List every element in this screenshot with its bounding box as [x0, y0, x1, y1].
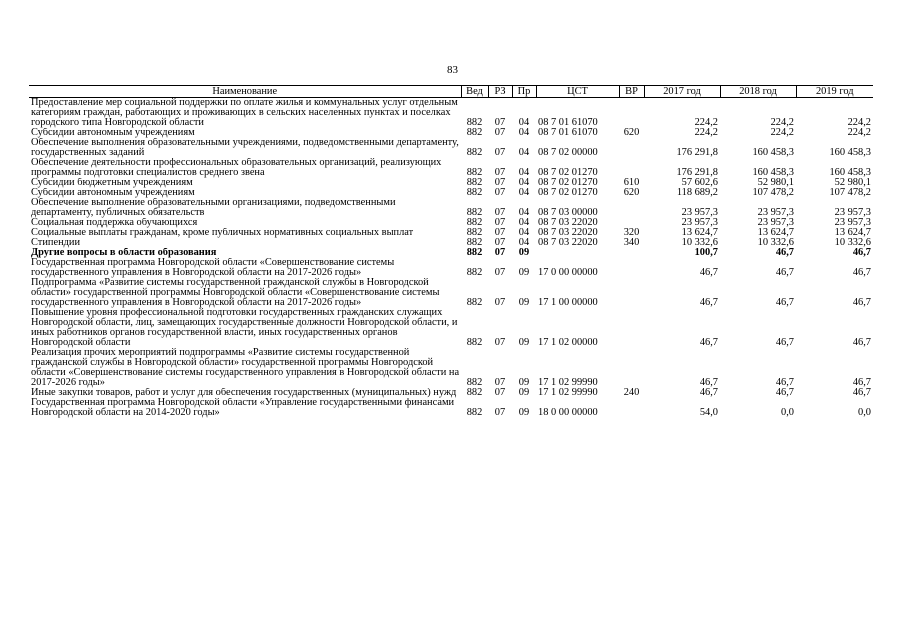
row-2018: 23 957,3	[757, 207, 794, 218]
row-2018: 46,7	[775, 337, 794, 348]
row-ved: 882	[466, 218, 483, 228]
row-2019: 46,7	[852, 267, 871, 278]
row-pr: 09	[518, 377, 530, 388]
row-2017: 46,7	[699, 377, 718, 388]
row-rz: 07	[494, 228, 506, 238]
row-cst: 08 7 03 22020	[538, 238, 598, 248]
row-cst: 08 7 03 22020	[538, 228, 598, 238]
row-vr	[619, 258, 644, 278]
row-cst: 17 1 02 99990	[538, 388, 598, 398]
row-2018: 10 332,6	[757, 238, 794, 248]
row-vr	[619, 308, 644, 348]
row-pr: 04	[518, 188, 530, 198]
row-cst	[536, 248, 619, 258]
row-cst: 08 7 02 01270	[538, 178, 598, 188]
table-row	[29, 138, 873, 158]
row-2018: 160 458,3	[752, 167, 794, 178]
row-2017: 46,7	[699, 267, 718, 278]
row-pr: 09	[518, 297, 530, 308]
row-2018: 46,7	[775, 267, 794, 278]
row-rz: 07	[494, 117, 506, 128]
row-2018: 224,2	[770, 117, 794, 128]
row-2019: 23 957,3	[834, 207, 871, 218]
row-vr: 320	[623, 228, 640, 238]
row-name: Субсидии бюджетным учреждениям	[31, 178, 193, 188]
table-row	[29, 198, 873, 218]
table-row	[29, 308, 873, 348]
row-cst: 17 1 00 00000	[538, 297, 598, 308]
header-cst: ЦСТ	[536, 86, 619, 98]
row-rz: 07	[494, 248, 506, 258]
row-cst: 08 7 01 61070	[538, 117, 598, 128]
row-ved: 882	[466, 248, 483, 258]
row-2017: 46,7	[699, 297, 718, 308]
row-2018: 46,7	[775, 377, 794, 388]
row-pr: 09	[518, 248, 530, 258]
row-ved: 882	[466, 267, 483, 278]
row-2018: 107 478,2	[752, 188, 794, 198]
row-name: Предоставление мер социальной поддержки по оплате жилья и коммунальных услуг отдельным категориям граждан, работающих и проживающих в сельских населенных пунктах и поселках городского типа Новгородской области	[31, 97, 458, 128]
header-2018: 2018 год	[720, 86, 796, 98]
row-pr: 04	[518, 238, 530, 248]
row-ved: 882	[466, 388, 483, 398]
row-vr	[619, 158, 644, 178]
row-ved: 882	[466, 207, 483, 218]
row-2019: 13 624,7	[834, 228, 871, 238]
row-name: Другие вопросы в области образования	[31, 248, 217, 258]
row-2019: 46,7	[852, 248, 871, 258]
row-cst: 08 7 01 61070	[538, 128, 598, 138]
row-rz: 07	[494, 297, 506, 308]
row-vr	[619, 198, 644, 218]
row-pr: 04	[518, 128, 530, 138]
row-cst: 17 0 00 00000	[538, 267, 598, 278]
row-2019: 0,0	[858, 407, 871, 418]
row-name: Социальная поддержка обучающихся	[31, 218, 198, 228]
row-2017: 176 291,8	[676, 147, 718, 158]
row-vr: 340	[623, 238, 640, 248]
row-2017: 100,7	[694, 248, 718, 258]
row-rz: 07	[494, 207, 506, 218]
row-name: Повышение уровня профессиональной подготовки государственных гражданских служащих Новгородской области, лиц, замещающих государственные должности Новгородской области, и иных работников органов государственной власти, иных государственных органов Новгородской области	[31, 308, 458, 348]
row-2019: 160 458,3	[829, 147, 871, 158]
header-name: Наименование	[29, 86, 461, 98]
row-name: Стипендии	[31, 238, 81, 248]
row-vr	[619, 138, 644, 158]
row-pr: 09	[518, 407, 530, 418]
row-2017: 46,7	[699, 388, 718, 398]
table-row	[29, 218, 873, 228]
row-vr	[619, 278, 644, 308]
table-row	[29, 98, 873, 129]
row-cst: 17 1 02 00000	[538, 337, 598, 348]
row-ved: 882	[466, 167, 483, 178]
row-ved: 882	[466, 337, 483, 348]
row-2018: 46,7	[775, 297, 794, 308]
row-name: Иные закупки товаров, работ и услуг для обеспечения государственных (муниципальных) нужд	[31, 388, 457, 398]
row-2017: 46,7	[699, 337, 718, 348]
row-cst: 08 7 03 00000	[538, 207, 598, 218]
row-name: Обеспечение деятельности профессиональных образовательных организаций, реализующих программы подготовки специалистов среднего звена	[31, 158, 442, 178]
table-row	[29, 398, 873, 418]
row-2018: 224,2	[770, 128, 794, 138]
row-2019: 224,2	[847, 128, 871, 138]
row-ved: 882	[466, 297, 483, 308]
table-row	[29, 278, 873, 308]
budget-table	[29, 85, 873, 418]
row-rz: 07	[494, 388, 506, 398]
row-pr: 09	[518, 388, 530, 398]
table-row	[29, 188, 873, 198]
header-vr: ВР	[619, 86, 644, 98]
row-ved: 882	[466, 228, 483, 238]
row-2019: 224,2	[847, 117, 871, 128]
header-2019: 2019 год	[796, 86, 873, 98]
row-rz: 07	[494, 147, 506, 158]
row-vr	[619, 98, 644, 129]
row-2018: 13 624,7	[757, 228, 794, 238]
row-ved: 882	[466, 238, 483, 248]
row-2019: 46,7	[852, 388, 871, 398]
row-cst: 18 0 00 00000	[538, 407, 598, 418]
row-rz: 07	[494, 218, 506, 228]
row-pr: 04	[518, 207, 530, 218]
row-2017: 23 957,3	[681, 207, 718, 218]
row-2017: 54,0	[699, 407, 718, 418]
page-number: 83	[447, 64, 458, 76]
row-2019: 23 957,3	[834, 218, 871, 228]
table-row	[29, 178, 873, 188]
row-name: Государственная программа Новгородской области «Управление государственными финансами Новгородской области на 2014-2020 годы»	[31, 398, 455, 418]
row-pr: 04	[518, 147, 530, 158]
row-2019: 46,7	[852, 337, 871, 348]
row-2019: 160 458,3	[829, 167, 871, 178]
row-rz: 07	[494, 267, 506, 278]
row-cst: 08 7 02 01270	[538, 167, 598, 178]
row-2019: 52 980,1	[834, 178, 871, 188]
row-2018: 46,7	[775, 248, 794, 258]
row-vr: 620	[623, 188, 640, 198]
row-pr: 09	[518, 267, 530, 278]
table-row	[29, 238, 873, 248]
row-2019: 107 478,2	[829, 188, 871, 198]
row-pr: 04	[518, 178, 530, 188]
row-2018: 52 980,1	[757, 178, 794, 188]
row-pr: 04	[518, 228, 530, 238]
row-rz: 07	[494, 188, 506, 198]
header-rz: РЗ	[488, 86, 512, 98]
row-2017: 118 689,2	[676, 188, 718, 198]
row-2017: 224,2	[694, 128, 718, 138]
row-name: Реализация прочих мероприятий подпрограммы «Развитие системы государственной гражданской службы в Новгородской области» государственной программы Новгородской области «Совершенствование системы государственного управления в Новгородской области на 2017-2026 годы»	[31, 348, 460, 388]
row-name: Социальные выплаты гражданам, кроме публичных нормативных социальных выплат	[31, 228, 414, 238]
row-2018: 46,7	[775, 388, 794, 398]
row-vr	[619, 348, 644, 388]
header-ved: Вед	[461, 86, 488, 98]
row-name: Подпрограмма «Развитие системы государственной гражданской службы в Новгородской области» государственной программы Новгородской области «Совершенствование системы государственного управления в Новгородской области на 2017-2026 годы»	[31, 278, 440, 308]
row-ved: 882	[466, 128, 483, 138]
row-ved: 882	[466, 407, 483, 418]
row-2017: 176 291,8	[676, 167, 718, 178]
row-rz: 07	[494, 178, 506, 188]
row-rz: 07	[494, 167, 506, 178]
row-cst: 08 7 03 22020	[538, 218, 598, 228]
row-pr: 04	[518, 117, 530, 128]
header-pr: Пр	[512, 86, 536, 98]
row-vr: 610	[623, 178, 640, 188]
table-row	[29, 228, 873, 238]
row-name: Обеспечение выполнения образовательными учреждениями, подведомственными департаменту, государственных заданий	[31, 138, 459, 158]
row-name: Обеспечение выполнение образовательными организациями, подведомственными департаменту, публичных обязательств	[31, 198, 396, 218]
row-2017: 13 624,7	[681, 228, 718, 238]
row-vr	[619, 218, 644, 228]
row-cst: 08 7 02 01270	[538, 188, 598, 198]
row-2018: 23 957,3	[757, 218, 794, 228]
row-rz: 07	[494, 238, 506, 248]
row-cst: 08 7 02 00000	[538, 147, 598, 158]
row-cst: 17 1 02 99990	[538, 377, 598, 388]
row-ved: 882	[466, 188, 483, 198]
row-vr	[619, 248, 644, 258]
row-pr: 04	[518, 218, 530, 228]
row-vr: 620	[623, 128, 640, 138]
row-rz: 07	[494, 407, 506, 418]
table-row	[29, 158, 873, 178]
row-rz: 07	[494, 337, 506, 348]
row-ved: 882	[466, 178, 483, 188]
row-pr: 09	[518, 337, 530, 348]
row-2017: 224,2	[694, 117, 718, 128]
table-row	[29, 258, 873, 278]
row-pr: 04	[518, 167, 530, 178]
row-ved: 882	[466, 147, 483, 158]
row-name: Государственная программа Новгородской области «Совершенствование системы государственного управления в Новгородской области на 2017-2026 годы»	[31, 258, 395, 278]
row-name: Субсидии автономным учреждениям	[31, 188, 195, 198]
table-header-row	[29, 86, 873, 98]
row-2018: 0,0	[781, 407, 794, 418]
table-row	[29, 128, 873, 138]
row-rz: 07	[494, 377, 506, 388]
row-vr	[619, 398, 644, 418]
section-total-row	[29, 248, 873, 258]
row-name: Субсидии автономным учреждениям	[31, 128, 195, 138]
row-2019: 46,7	[852, 297, 871, 308]
row-2017: 57 602,6	[681, 178, 718, 188]
row-rz: 07	[494, 128, 506, 138]
row-ved: 882	[466, 117, 483, 128]
row-2017: 23 957,3	[681, 218, 718, 228]
table-row	[29, 348, 873, 388]
row-2019: 10 332,6	[834, 238, 871, 248]
row-2018: 160 458,3	[752, 147, 794, 158]
row-2017: 10 332,6	[681, 238, 718, 248]
row-ved: 882	[466, 377, 483, 388]
row-2019: 46,7	[852, 377, 871, 388]
header-2017: 2017 год	[644, 86, 720, 98]
row-vr: 240	[623, 388, 640, 398]
table-row	[29, 388, 873, 398]
